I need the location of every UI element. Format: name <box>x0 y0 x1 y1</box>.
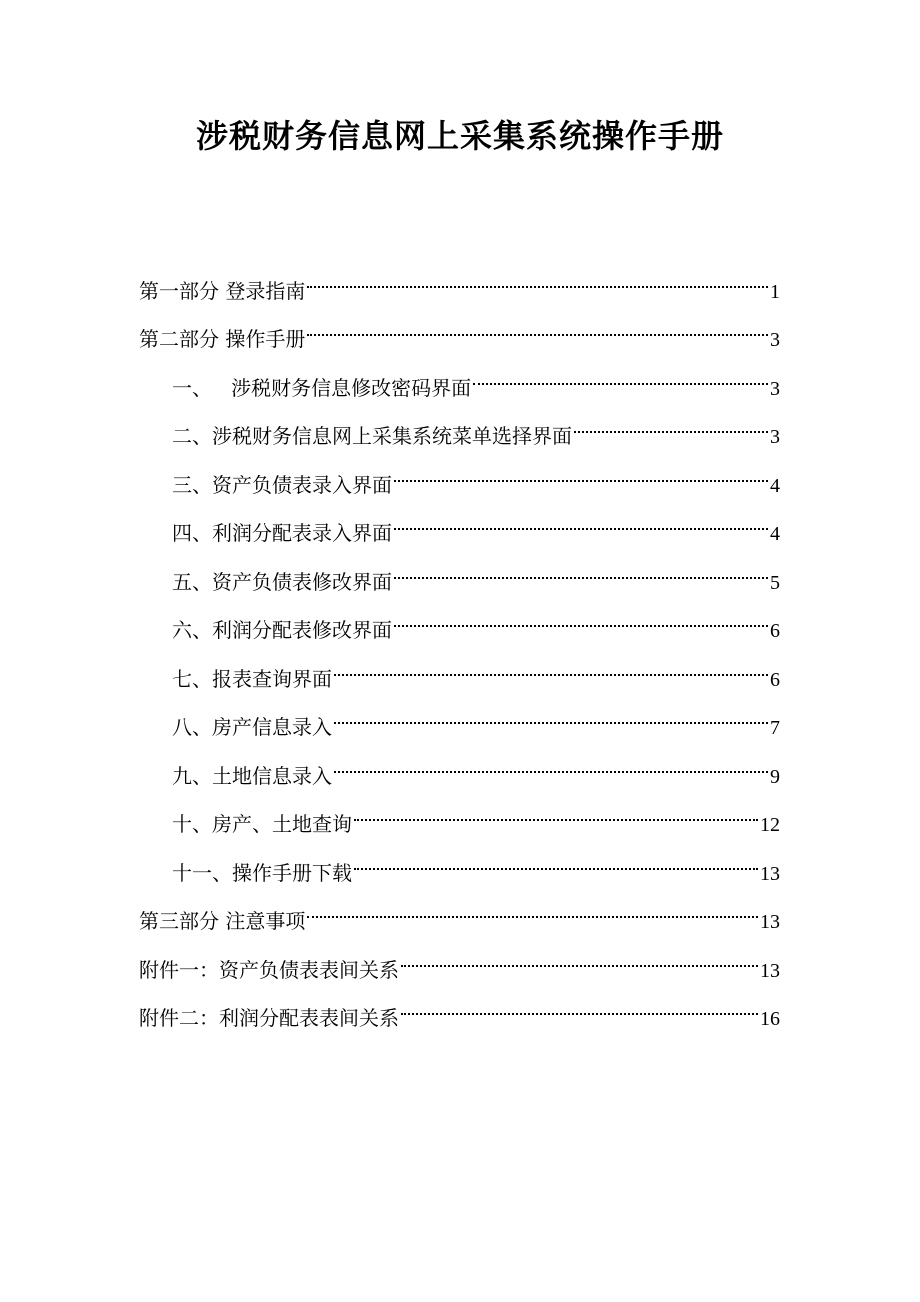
toc-entry-label: 六、利润分配表修改界面 <box>172 618 392 642</box>
toc-page-number: 3 <box>770 329 780 351</box>
toc-entry[interactable] <box>172 743 780 788</box>
toc-dot-leader <box>473 355 768 395</box>
toc-entry[interactable] <box>139 985 780 1030</box>
toc-entry-label: 七、报表查询界面 <box>172 667 332 691</box>
toc-dot-leader <box>307 306 768 346</box>
toc-page-number: 13 <box>760 911 780 933</box>
toc-entry-label: 八、房产信息录入 <box>172 715 332 739</box>
toc-page-number: 3 <box>770 426 780 448</box>
toc-page-number: 4 <box>770 523 780 545</box>
toc-entry[interactable] <box>172 500 780 545</box>
toc-page-number: 6 <box>770 620 780 642</box>
toc-page-number: 5 <box>770 572 780 594</box>
toc-entry[interactable] <box>172 694 780 739</box>
toc-page-number: 13 <box>760 960 780 982</box>
toc-entry[interactable] <box>172 355 780 400</box>
toc-entry-label: 二、涉税财务信息网上采集系统菜单选择界面 <box>172 424 572 448</box>
toc-entry[interactable] <box>139 306 780 351</box>
toc-entry-label: 十一、操作手册下载 <box>172 861 352 885</box>
toc-entry[interactable] <box>139 937 780 982</box>
toc-entry[interactable] <box>172 549 780 594</box>
toc-entry[interactable] <box>139 258 780 303</box>
toc-page-number: 13 <box>760 863 780 885</box>
toc-entry-label: 第一部分 登录指南 <box>139 279 306 303</box>
toc-entry[interactable] <box>139 888 780 933</box>
toc-dot-leader <box>574 403 768 443</box>
toc-entry-label: 一、 涉税财务信息修改密码界面 <box>172 376 472 400</box>
toc-dot-leader <box>394 500 768 540</box>
toc-entry[interactable] <box>172 840 780 885</box>
toc-page-number: 4 <box>770 475 780 497</box>
toc-entry-label: 九、土地信息录入 <box>172 764 332 788</box>
toc-entry[interactable] <box>172 646 780 691</box>
toc-dot-leader <box>401 937 758 977</box>
toc-entry-label: 附件二：利润分配表表间关系 <box>139 1006 399 1030</box>
toc-dot-leader <box>394 452 768 492</box>
toc-entry-label: 第二部分 操作手册 <box>139 327 306 351</box>
toc-page-number: 9 <box>770 766 780 788</box>
toc-dot-leader <box>307 258 768 298</box>
toc-dot-leader <box>394 597 768 637</box>
toc-entry-label: 十、房产、土地查询 <box>172 812 352 836</box>
toc-entry[interactable] <box>172 597 780 642</box>
toc-dot-leader <box>394 549 768 589</box>
toc-page-number: 1 <box>770 281 780 303</box>
toc-entry-label: 第三部分 注意事项 <box>139 909 306 933</box>
toc-entry-label: 三、资产负债表录入界面 <box>172 473 392 497</box>
toc-dot-leader <box>334 694 768 734</box>
toc-dot-leader <box>334 743 768 783</box>
toc-page-number: 7 <box>770 717 780 739</box>
toc-entry[interactable] <box>172 791 780 836</box>
toc-entry-label: 五、资产负债表修改界面 <box>172 570 392 594</box>
toc-page-number: 12 <box>760 814 780 836</box>
toc-entry[interactable] <box>172 403 780 448</box>
toc-entry-label: 附件一：资产负债表表间关系 <box>139 958 399 982</box>
toc-dot-leader <box>401 985 758 1025</box>
toc-dot-leader <box>334 646 768 686</box>
toc-dot-leader <box>354 840 758 880</box>
toc-page-number: 6 <box>770 669 780 691</box>
toc-dot-leader <box>307 888 758 928</box>
document-title: 涉税财务信息网上采集系统操作手册 <box>195 117 724 155</box>
toc-page-number: 3 <box>770 378 780 400</box>
toc-page-number: 16 <box>760 1008 780 1030</box>
toc-dot-leader <box>354 791 758 831</box>
toc-entry-label: 四、利润分配表录入界面 <box>172 521 392 545</box>
toc-entry[interactable] <box>172 452 780 497</box>
